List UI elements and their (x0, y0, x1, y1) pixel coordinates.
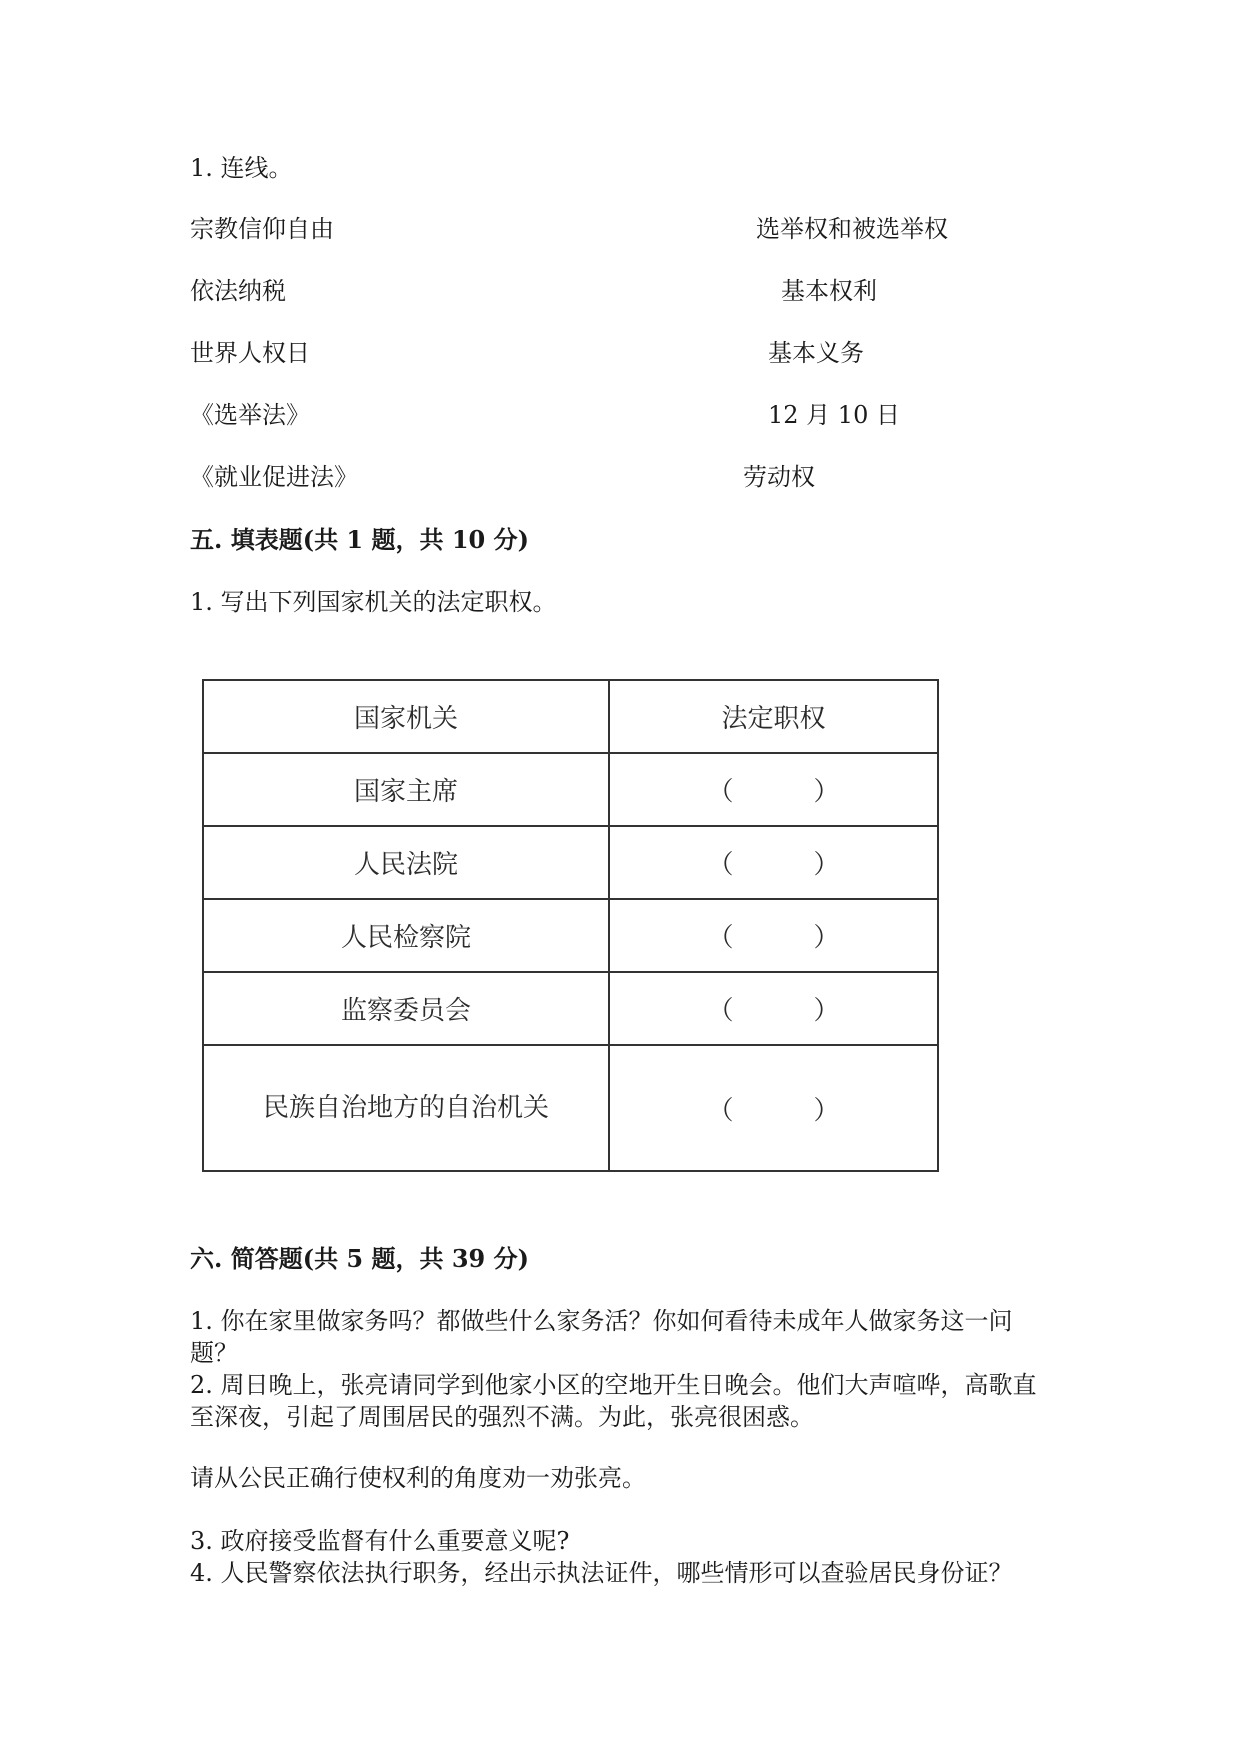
match-right-4: 12 月 10 日 (768, 401, 900, 429)
answer-blank[interactable] (609, 826, 938, 899)
match-left-5: 《就业促进法》 (190, 463, 358, 491)
paren-open: （ (707, 850, 734, 880)
answer-blank[interactable] (609, 1045, 938, 1171)
table-row (203, 1045, 938, 1171)
match-right-2: 基本权利 (781, 277, 877, 305)
table-header-row (203, 680, 938, 753)
table-row (203, 753, 938, 826)
match-left-1: 宗教信仰自由 (190, 215, 334, 243)
answer-blank[interactable] (609, 753, 938, 826)
match-right-3: 基本义务 (768, 339, 864, 367)
short-answer-question-2-prompt: 请从公民正确行使权利的角度劝一劝张亮。 (190, 1464, 646, 1492)
table-cell-org: 国家主席 (203, 753, 609, 826)
match-left-2: 依法纳税 (190, 277, 286, 305)
paren-close: ） (813, 996, 840, 1026)
short-answer-question-3: 3. 政府接受监督有什么重要意义呢? (190, 1527, 570, 1555)
match-right-5: 劳动权 (743, 463, 815, 491)
table-cell-org: 人民法院 (203, 826, 609, 899)
table-header-org: 国家机关 (203, 680, 609, 753)
paren-close: ） (813, 1095, 840, 1126)
table-row (203, 972, 938, 1045)
answer-blank[interactable] (609, 972, 938, 1045)
paren-open: （ (707, 777, 734, 807)
table-cell-org: 监察委员会 (203, 972, 609, 1045)
short-answer-question-1: 1. 你在家里做家务吗？都做些什么家务活？你如何看待未成年人做家务这一问题？ (190, 1307, 1013, 1367)
paren-close: ） (813, 850, 840, 880)
authority-table (202, 679, 939, 1172)
table-row (203, 826, 938, 899)
table-cell-org: 人民检察院 (203, 899, 609, 972)
paren-open: （ (707, 996, 734, 1026)
table-cell-org: 民族自治地方的自治机关 (203, 1045, 609, 1171)
table-row (203, 899, 938, 972)
paren-close: ） (813, 777, 840, 807)
match-left-4: 《选举法》 (190, 401, 310, 429)
paren-open: （ (707, 923, 734, 953)
paren-close: ） (813, 923, 840, 953)
section-heading-fill-table: 五. 填表题(共 1 题，共 10 分) (190, 525, 529, 554)
match-left-3: 世界人权日 (190, 339, 310, 367)
short-answer-question-2: 2. 周日晚上，张亮请同学到他家小区的空地开生日晚会。他们大声喧哗，高歌直至深夜，引起了周围居民的强烈不满。为此，张亮很困惑。 (190, 1371, 1037, 1431)
paren-open: （ (707, 1095, 734, 1126)
question-table-prompt: 1. 写出下列国家机关的法定职权。 (190, 588, 557, 616)
match-right-1: 选举权和被选举权 (756, 215, 948, 243)
question-match-title: 1. 连线。 (190, 154, 293, 182)
table-header-power: 法定职权 (609, 680, 938, 753)
short-answer-question-4: 4. 人民警察依法执行职务，经出示执法证件，哪些情形可以查验居民身份证？ (190, 1559, 1013, 1587)
answer-blank[interactable] (609, 899, 938, 972)
section-heading-short-answer: 六. 简答题(共 5 题，共 39 分) (190, 1244, 529, 1273)
